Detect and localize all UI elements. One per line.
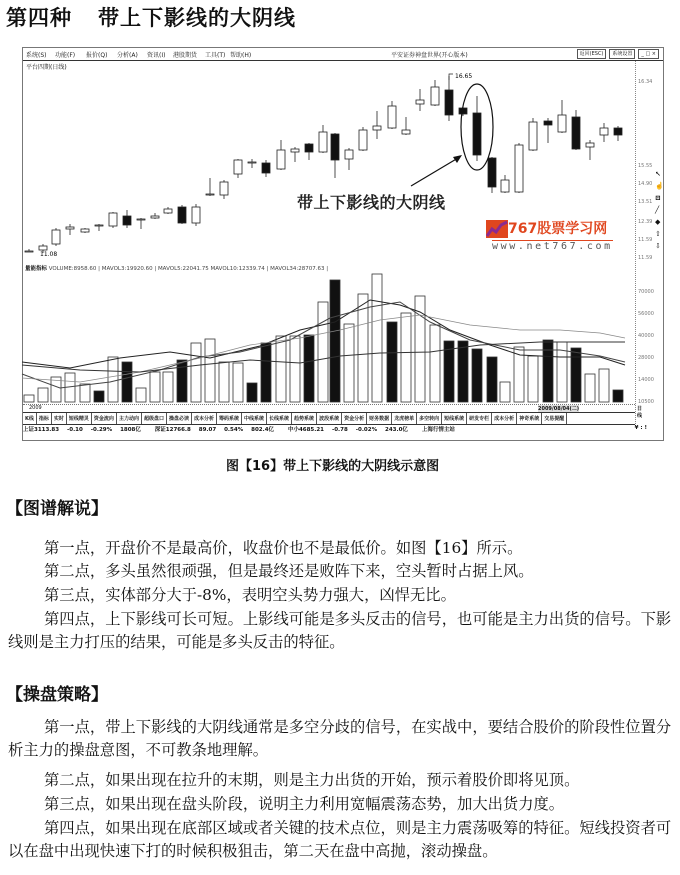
line-icon[interactable]: ╱ bbox=[655, 205, 660, 214]
volume-tick: 28000 bbox=[638, 355, 654, 361]
volume-bar bbox=[401, 313, 411, 402]
price-tick: 11.59 bbox=[638, 255, 653, 261]
date-cursor: 2009/08/04(二) bbox=[538, 406, 580, 412]
bullish-candle bbox=[277, 150, 285, 169]
indicator-tab[interactable]: 波段系统 bbox=[317, 413, 342, 424]
bullish-candle bbox=[345, 150, 353, 159]
bullish-candle bbox=[291, 149, 299, 152]
period-label[interactable]: 日线 bbox=[637, 406, 643, 419]
volume-bar bbox=[318, 302, 328, 402]
bearish-candle bbox=[445, 90, 453, 115]
volume-bar bbox=[94, 391, 104, 402]
indicator-tab[interactable]: 龙虎榜单 bbox=[392, 413, 417, 424]
paragraph: 第四点，如果出现在底部区域或者关键的技术点位，则是主力震荡吸筹的特征。短线投资者可以在盘中出现快速下打的时候积极狙击，第二天在盘中高抛，滚动操盘。 bbox=[8, 819, 672, 860]
down-arrow-icon[interactable]: ⇩ bbox=[655, 241, 661, 250]
menu-tools[interactable]: 工具(T) bbox=[205, 52, 226, 59]
bullish-candle bbox=[529, 122, 537, 150]
watermark-url: www.net767.com bbox=[492, 241, 613, 252]
high-price-label: 16.65 bbox=[455, 73, 473, 80]
bullish-candle bbox=[501, 180, 509, 192]
volume-bar bbox=[344, 324, 354, 402]
zoom-icon[interactable]: ⊡ bbox=[655, 193, 661, 202]
volume-bar bbox=[80, 384, 90, 402]
volume-value: VOLUME:8958.60 bbox=[48, 266, 97, 272]
bullish-candle bbox=[515, 145, 523, 192]
bullish-candle bbox=[586, 143, 594, 147]
indicator-tab[interactable]: 交易提醒 bbox=[542, 413, 567, 424]
mavol10-value: MAVOL10:12339.74 bbox=[210, 266, 265, 272]
volume-bar bbox=[585, 374, 595, 402]
bullish-candle bbox=[319, 132, 327, 152]
indicator-tab[interactable]: 中线系统 bbox=[242, 413, 267, 424]
paragraph: 第二点，多头虽然很顽强，但是最终还是败阵下来，空头暂时占据上风。 bbox=[44, 562, 534, 580]
price-tick: 15.55 bbox=[638, 163, 653, 169]
sz-index: 深证12766.8 89.07 0.54% 802.4亿 bbox=[154, 427, 275, 433]
price-tick: 13.51 bbox=[638, 199, 653, 205]
paragraph: 第三点，实体部分大于-8%，表明空头势力强大，凶悍无比。 bbox=[44, 586, 456, 604]
indicator-tab[interactable]: 长线系统 bbox=[267, 413, 292, 424]
bullish-candle bbox=[388, 106, 396, 128]
volume-bar bbox=[372, 274, 382, 402]
menu-quote[interactable]: 报价(Q) bbox=[86, 52, 108, 59]
bearish-candle bbox=[488, 158, 496, 187]
paragraph: 第一点，带上下影线的大阴线通常是多空分歧的信号，在实战中，要结合股价的阶段性位置分析主力的操盘意图，不可教条地理解。 bbox=[8, 718, 672, 759]
indicator-tab[interactable]: 神奇系统 bbox=[517, 413, 542, 424]
paragraph: 第四点，上下影线可长可短。上影线可能是多头反击的信号，也可能是主力出货的信号。下影线则是主力打压的结果，可能是多头反击的特征。 bbox=[8, 610, 672, 651]
indicator-tab[interactable]: 操盘必读 bbox=[167, 413, 192, 424]
volume-bar bbox=[387, 322, 397, 402]
volume-tick: 40000 bbox=[638, 333, 654, 339]
bearish-candle bbox=[123, 216, 131, 225]
bullish-candle bbox=[220, 182, 228, 195]
bullish-candle bbox=[25, 251, 33, 252]
menu-function[interactable]: 功能(F) bbox=[55, 52, 76, 59]
watermark-brand: 767股票学习网 bbox=[508, 221, 608, 237]
bullish-candle bbox=[95, 225, 103, 226]
menu-hk-futures[interactable]: 港股期货 bbox=[173, 52, 198, 59]
volume-bar bbox=[304, 335, 314, 402]
volume-bar bbox=[290, 336, 300, 402]
paragraph: 第二点，如果出现在拉升的末期，则是主力出货的开始，预示着股价即将见顶。 bbox=[44, 771, 580, 789]
volume-tick: 70000 bbox=[638, 289, 654, 295]
indicator-tab[interactable]: 财务数据 bbox=[367, 413, 392, 424]
menu-help[interactable]: 帮助(H) bbox=[230, 52, 252, 59]
indicator-tab[interactable]: 主力动向 bbox=[117, 413, 142, 424]
volume-bar bbox=[472, 349, 482, 402]
indicator-tab[interactable]: 筹码系统 bbox=[217, 413, 242, 424]
indicator-tab[interactable]: 指标 bbox=[37, 413, 52, 424]
bullish-candle bbox=[373, 126, 381, 130]
price-tick: 11.59 bbox=[638, 237, 653, 243]
volume-tick: 56000 bbox=[638, 311, 654, 317]
volume-bar bbox=[487, 357, 497, 402]
bearish-candle bbox=[544, 121, 552, 125]
sh-index: 上证3113.83 -0.10 -0.29% 1808亿 bbox=[23, 427, 141, 433]
volume-bar bbox=[571, 348, 581, 402]
mavol3-value: MAVOL3:19920.60 bbox=[101, 266, 153, 272]
indicator-tab[interactable]: 短线精灵 bbox=[67, 413, 92, 424]
volume-bar bbox=[38, 388, 48, 402]
bullish-candle bbox=[600, 128, 608, 135]
bearish-candle bbox=[178, 207, 186, 223]
low-price-label: 11.08 bbox=[40, 251, 58, 258]
bearish-candle bbox=[572, 117, 580, 149]
indicator-tab[interactable]: 超级盘口 bbox=[142, 413, 167, 424]
menu-info[interactable]: 资讯(I) bbox=[147, 52, 166, 59]
volume-indicator-label: 量能指标 bbox=[25, 266, 48, 272]
settings-button[interactable]: 系统设置 bbox=[609, 49, 635, 59]
bullish-candle bbox=[558, 115, 566, 132]
volume-bar bbox=[261, 343, 271, 402]
bullish-candle bbox=[416, 100, 424, 104]
indicator-tab[interactable]: 研发专栏 bbox=[467, 413, 492, 424]
paragraph: 第三点，如果出现在盘头阶段，说明主力利用宽幅震荡态势，加大出货力度。 bbox=[44, 795, 565, 813]
volume-bar bbox=[330, 280, 340, 402]
bullish-candle bbox=[164, 209, 172, 213]
volume-tick: 14000 bbox=[638, 377, 654, 383]
indicator-tab[interactable]: 多空转向 bbox=[417, 413, 442, 424]
volume-bar bbox=[233, 363, 243, 402]
menu-analysis[interactable]: 分析(A) bbox=[117, 52, 138, 59]
bullish-candle bbox=[206, 194, 214, 195]
bullish-candle bbox=[151, 216, 159, 218]
volume-bar bbox=[500, 382, 510, 402]
up-arrow-icon[interactable]: ⇧ bbox=[655, 229, 661, 238]
volume-bars bbox=[24, 274, 623, 402]
chart-caption: 平台四期(日线) bbox=[26, 64, 67, 71]
volume-bar bbox=[543, 340, 553, 402]
volume-tick: 10500 bbox=[638, 399, 654, 405]
indicator-tab[interactable]: 资金分析 bbox=[342, 413, 367, 424]
indicator-tab[interactable]: 资金流向 bbox=[92, 413, 117, 424]
bearish-candle bbox=[262, 163, 270, 173]
page-title-main: 带上下影线的大阴线 bbox=[98, 5, 296, 30]
date-start: 2009 bbox=[29, 405, 42, 411]
bullish-candle bbox=[248, 162, 256, 163]
indicator-tab[interactable]: 实时 bbox=[52, 413, 67, 424]
volume-bar bbox=[163, 372, 173, 402]
volume-bar bbox=[108, 357, 118, 402]
bullish-candle bbox=[137, 219, 145, 220]
volume-bar bbox=[528, 356, 538, 402]
indicator-tab[interactable]: K线 bbox=[23, 413, 37, 424]
volume-bar bbox=[247, 383, 257, 402]
paragraph: 第一点，开盘价不是最高价，收盘价也不是最低价。如图【16】所示。 bbox=[44, 539, 523, 557]
volume-bar bbox=[276, 336, 286, 402]
volume-bar bbox=[150, 372, 160, 402]
bullish-candle bbox=[66, 227, 74, 229]
bullish-candle bbox=[81, 229, 89, 232]
high-price-pointer bbox=[449, 74, 453, 80]
volume-bar bbox=[430, 325, 440, 402]
status-right: ¥ : ! bbox=[634, 425, 647, 431]
return-button[interactable]: 返回(ESC) bbox=[577, 49, 607, 59]
bullish-candle bbox=[109, 213, 117, 226]
bearish-candle bbox=[614, 128, 622, 135]
hand-icon[interactable]: ☝ bbox=[655, 181, 664, 190]
volume-indicator-header: 量能指标 VOLUME:8958.60 | MAVOL3:19920.60 | MAVOL5:22041.75 MAVOL10:12339.74 | MAVOL34:28707.63 | bbox=[25, 266, 329, 272]
annotation-arrowhead bbox=[453, 155, 462, 163]
price-tick: 12.39 bbox=[638, 219, 653, 225]
window-title: 平安证券神盘世界(开心版本) bbox=[391, 52, 468, 59]
chart-growth-icon bbox=[486, 220, 508, 238]
move-icon[interactable]: ◆ bbox=[655, 217, 661, 226]
figure-caption: 图【16】带上下影线的大阴线示意图 bbox=[226, 459, 440, 474]
bearish-candle bbox=[331, 134, 339, 160]
bullish-candle bbox=[39, 246, 47, 250]
bullish-candle bbox=[192, 207, 200, 223]
volume-bar bbox=[24, 395, 34, 402]
server-station: 上海行情主站 bbox=[421, 427, 455, 433]
section-heading-trading-strategy: 【操盘策略】 bbox=[6, 685, 108, 705]
volume-bar bbox=[205, 339, 215, 402]
volume-bar bbox=[219, 362, 229, 402]
bearish-candle bbox=[305, 144, 313, 152]
bullish-candle bbox=[234, 160, 242, 174]
volume-bar bbox=[458, 341, 468, 402]
price-tick: 14.90 bbox=[638, 181, 653, 187]
volume-bar bbox=[136, 388, 146, 402]
indicator-tab[interactable]: 成本分析 bbox=[192, 413, 217, 424]
zx-index: 中小4685.21 -0.78 -0.02% 243.0亿 bbox=[287, 427, 408, 433]
bullish-candle bbox=[431, 87, 439, 105]
volume-bar bbox=[599, 369, 609, 402]
indicator-tab[interactable]: 短线系统 bbox=[442, 413, 467, 424]
mavol5-value: MAVOL5:22041.75 bbox=[157, 266, 209, 272]
volume-bar bbox=[122, 362, 132, 402]
mavol34-value: MAVOL34:28707.63 bbox=[270, 266, 325, 272]
menu-system[interactable]: 系统(S) bbox=[26, 52, 47, 59]
price-tick: 16.34 bbox=[638, 79, 653, 85]
bullish-candle bbox=[402, 130, 410, 134]
bullish-candle bbox=[52, 230, 60, 244]
cursor-icon[interactable]: ↖ bbox=[655, 169, 661, 178]
indicator-tab[interactable]: 趋势系统 bbox=[292, 413, 317, 424]
annotation-arrow bbox=[411, 158, 458, 186]
bullish-candle bbox=[359, 130, 367, 150]
section-heading-chart-explanation: 【图谱解说】 bbox=[6, 499, 108, 519]
window-controls[interactable]: _ □ × bbox=[638, 49, 659, 59]
bearish-candle bbox=[473, 113, 481, 155]
volume-bar bbox=[191, 343, 201, 402]
page-title-prefix: 第四种 bbox=[6, 5, 72, 30]
annotation-label: 带上下影线的大阴线 bbox=[297, 193, 446, 212]
indicator-tab[interactable]: 成本分析 bbox=[492, 413, 517, 424]
volume-bar bbox=[613, 390, 623, 402]
